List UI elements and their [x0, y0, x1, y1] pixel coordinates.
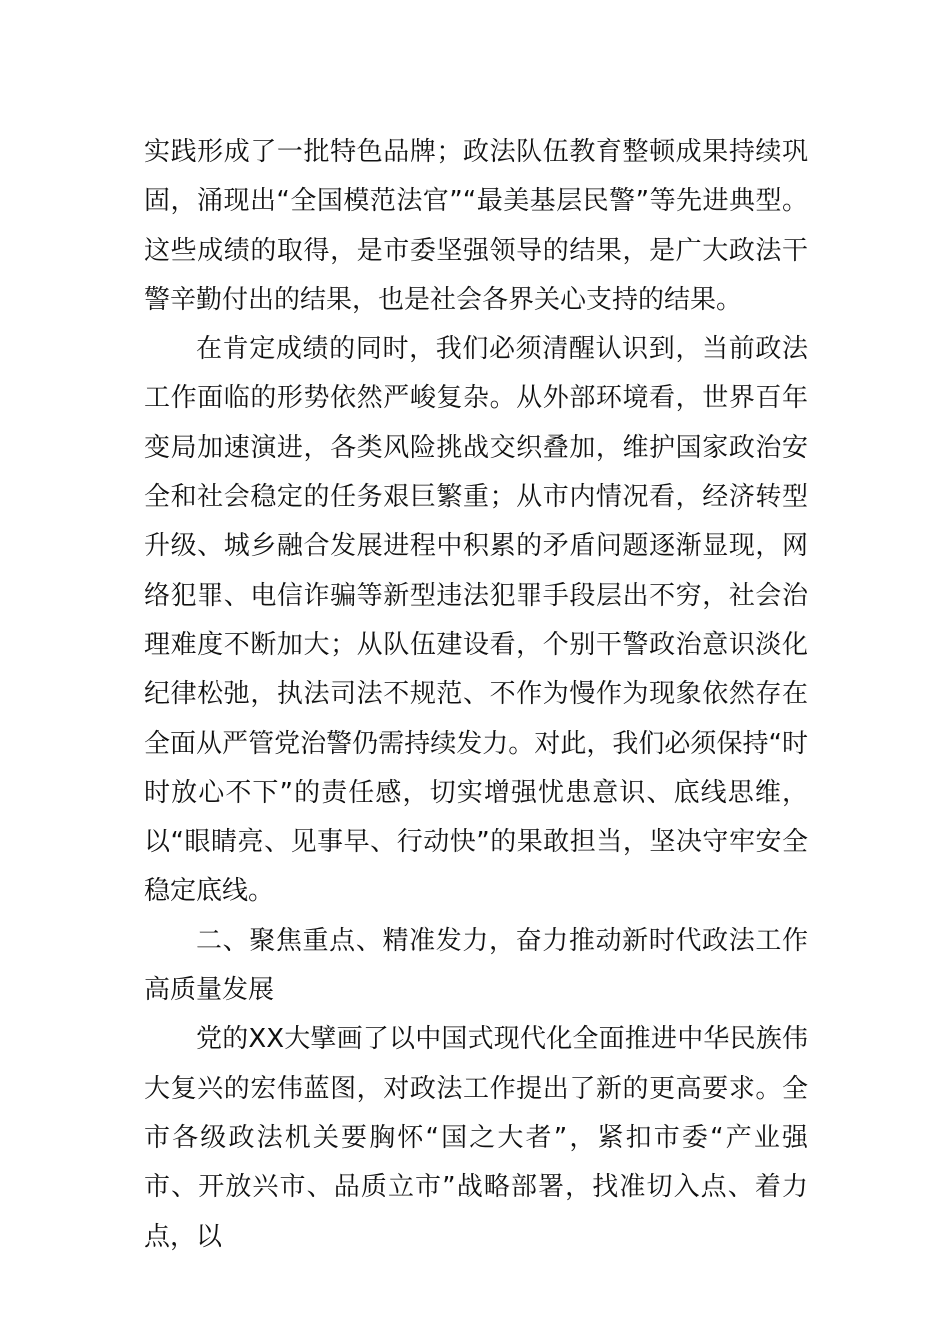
section-heading: 二、聚焦重点、精准发力，奋力推动新时代政法工作高质量发展	[144, 925, 808, 1006]
paragraph-continuation: 实践形成了一批特色品牌；政法队伍教育整顿成果持续巩固，涌现出“全国模范法官”“最美基层民警”等先进典型。这些成绩的取得，是市委坚强领导的结果，是广大政法干警辛勤付出的结果，也是社会各界关心支持的结果。	[144, 137, 808, 315]
document-body	[144, 128, 808, 1262]
paragraph-requirements: 党的XX大擘画了以中国式现代化全面推进中华民族伟大复兴的宏伟蓝图，对政法工作提出了新的更高要求。全市各级政法机关要胸怀“国之大者”，紧扣市委“产业强市、开放兴市、品质立市”战略部署，找准切入点、着力点，以	[144, 1024, 808, 1252]
paragraph-situation-analysis: 在肯定成绩的同时，我们必须清醒认识到，当前政法工作面临的形势依然严峻复杂。从外部环境看，世界百年变局加速演进，各类风险挑战交织叠加，维护国家政治安全和社会稳定的任务艰巨繁重；从市内情况看，经济转型升级、城乡融合发展进程中积累的矛盾问题逐渐显现，网络犯罪、电信诈骗等新型违法犯罪手段层出不穷，社会治理难度不断加大；从队伍建设看，个别干警政治意识淡化纪律松弛，执法司法不规范、不作为慢作为现象依然存在全面从严管党治警仍需持续发力。对此，我们必须保持“时时放心不下”的责任感，切实增强忧患意识、底线思维，以“眼睛亮、见事早、行动快”的果敢担当，坚决守牢安全稳定底线。	[144, 334, 808, 907]
